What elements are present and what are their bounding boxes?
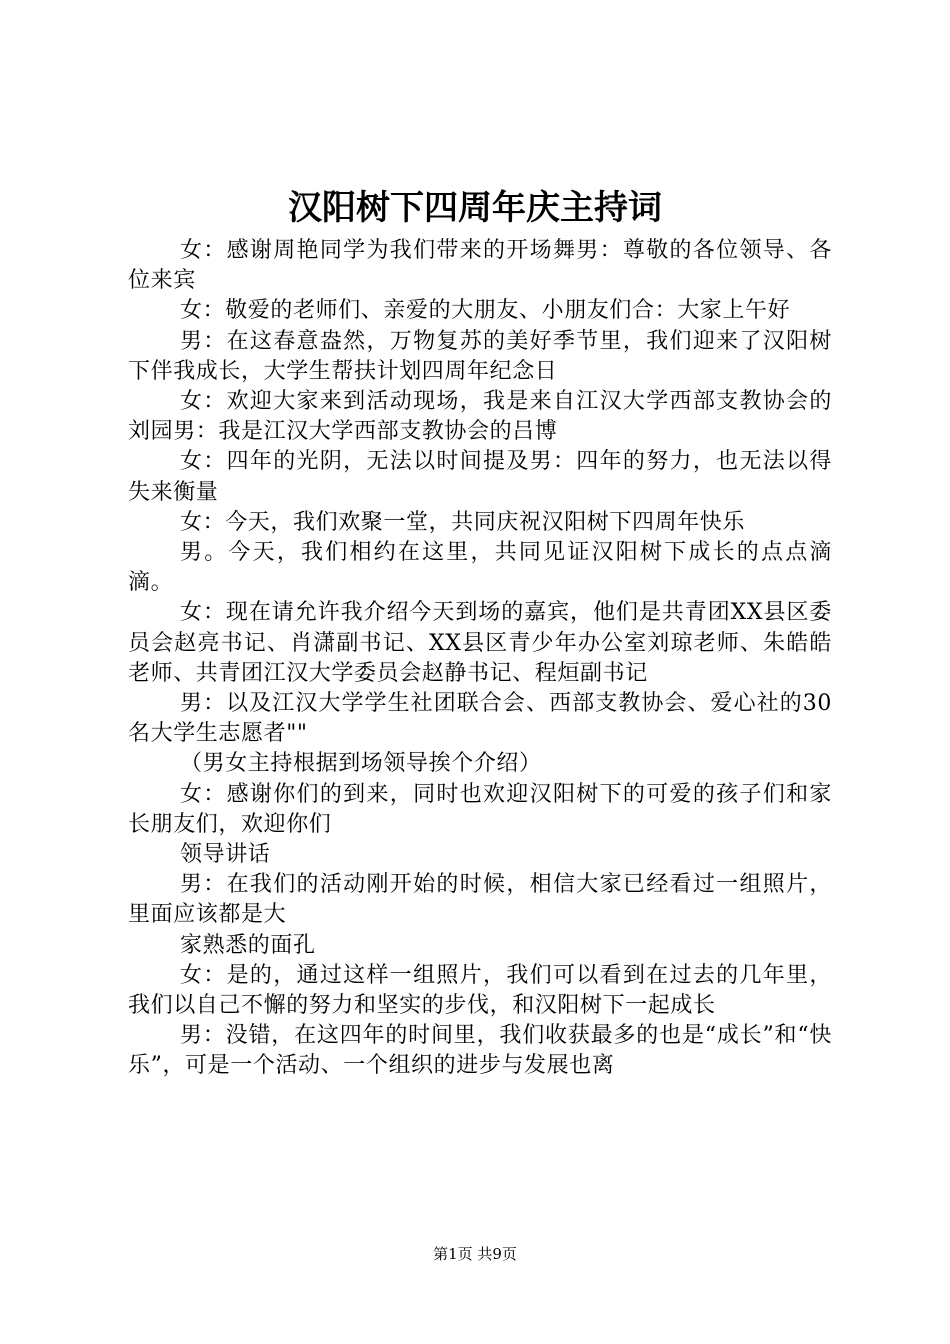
paragraph: 女：是的，通过这样一组照片，我们可以看到在过去的几年里，我们以自己不懈的努力和坚实的步伐，和汉阳树下一起成长 bbox=[128, 962, 832, 1019]
paragraph: 女：敬爱的老师们、亲爱的大朋友、小朋友们合：大家上午好 bbox=[180, 298, 791, 324]
document-body bbox=[128, 236, 832, 1082]
paragraph: 女：感谢你们的到来，同时也欢迎汉阳树下的可爱的孩子们和家长朋友们，欢迎你们 bbox=[128, 781, 832, 837]
paragraph: 领导讲话 bbox=[180, 842, 271, 868]
paragraph: 男：没错，在这四年的时间里，我们收获最多的也是“成长”和“快乐”，可是一个活动、一个组织的进步与发展也离 bbox=[128, 1023, 832, 1079]
paragraph: （男女主持根据到场领导挨个介绍） bbox=[180, 751, 542, 777]
paragraph: 女：今天，我们欢聚一堂，共同庆祝汉阳树下四周年快乐 bbox=[180, 509, 746, 535]
paragraph: 女：四年的光阴，无法以时间提及男：四年的努力，也无法以得失来衡量 bbox=[128, 449, 832, 505]
paragraph: 女：感谢周艳同学为我们带来的开场舞男：尊敬的各位领导、各位来宾 bbox=[128, 238, 832, 294]
paragraph: 男：在这春意盎然，万物复苏的美好季节里，我们迎来了汉阳树下伴我成长，大学生帮扶计划四周年纪念日 bbox=[128, 328, 832, 384]
page-footer: 第1页 共9页 bbox=[433, 1245, 517, 1263]
paragraph: 女：现在请允许我介绍今天到场的嘉宾，他们是共青团XX县区委员会赵亮书记、肖潇副书记、XX县区青少年办公室刘琼老师、朱皓皓老师、共青团江汉大学委员会赵静书记、程烜副书记 bbox=[128, 600, 832, 686]
paragraph: 男：在我们的活动刚开始的时候，相信大家已经看过一组照片，里面应该都是大 bbox=[128, 872, 832, 928]
page-title: 汉阳树下四周年庆主持词 bbox=[288, 188, 662, 228]
paragraph: 男。今天，我们相约在这里，共同见证汉阳树下成长的点点滴滴。 bbox=[128, 540, 832, 596]
paragraph: 男：以及江汉大学学生社团联合会、西部支教协会、爱心社的30名大学生志愿者"" bbox=[128, 691, 832, 747]
paragraph: 家熟悉的面孔 bbox=[180, 932, 316, 958]
paragraph: 女：欢迎大家来到活动现场，我是来自江汉大学西部支教协会的刘园男：我是江汉大学西部支教协会的吕博 bbox=[128, 389, 832, 445]
